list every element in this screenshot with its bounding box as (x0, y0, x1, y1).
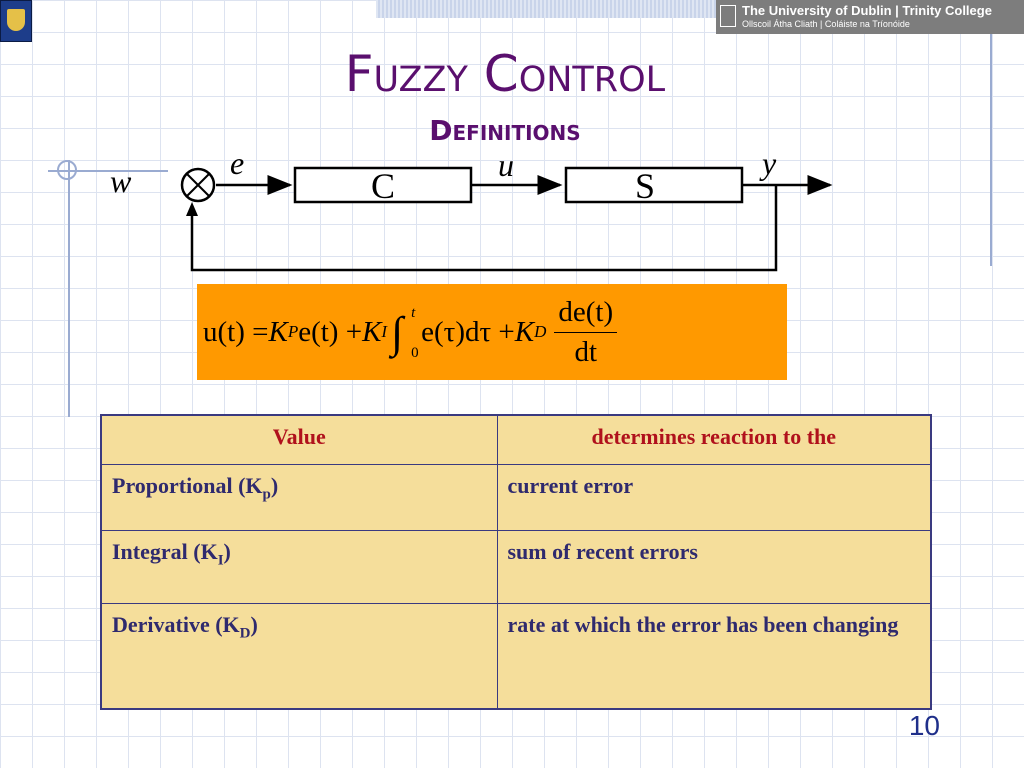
term-derivative: Derivative $(K_D)$ (101, 603, 497, 709)
feedback-loop-diagram (100, 140, 840, 275)
kp-symbol: K (268, 315, 288, 348)
table-header-row (101, 415, 931, 464)
pid-formula (203, 284, 617, 380)
header-decoration-strip (376, 0, 716, 18)
formula-term2: e(τ)dτ + (421, 315, 515, 348)
ki-subscript: I (381, 322, 388, 341)
kp-subscript: P (287, 322, 299, 341)
derivative-fraction (554, 296, 617, 369)
term-proportional: Proportional $(K_p)$ (101, 464, 497, 530)
trinity-logo-icon (720, 5, 736, 27)
page-number: 10 (908, 710, 940, 741)
table-row (101, 530, 931, 603)
signal-w-label: w (110, 163, 132, 199)
pid-formula-box (197, 284, 787, 380)
signal-u-label: u (498, 147, 514, 183)
integral-upper-limit: t (411, 304, 416, 321)
reaction-integral: sum of recent errors (497, 530, 931, 603)
signal-e-label: e (230, 145, 245, 181)
university-name: The University of Dublin | Trinity College (742, 3, 992, 18)
system-label: S (634, 166, 656, 206)
formula-term1: e(t) + (298, 315, 363, 348)
decorative-circle (57, 160, 77, 180)
reaction-derivative: rate at which the error has been changing (497, 603, 931, 709)
controller-label: C (370, 166, 396, 206)
summing-junction (182, 169, 214, 201)
table-row (101, 603, 931, 709)
term-integral: Integral $(K_I)$ (101, 530, 497, 603)
feedback-arrowhead (186, 202, 198, 216)
kd-symbol: K (514, 315, 535, 348)
ki-symbol: K (362, 315, 382, 348)
integral-sign: ∫ t 0 (391, 304, 419, 361)
table-header-reaction: determines reaction to the (497, 415, 931, 464)
reaction-proportional: current error (497, 464, 931, 530)
university-irish-name: Ollscoil Átha Cliath | Coláiste na Tríonóide (742, 19, 910, 29)
formula-lhs: u(t) = (203, 315, 269, 348)
signal-y-label: y (762, 145, 777, 181)
fraction-denominator: dt (574, 335, 598, 368)
kd-subscript: D (534, 322, 547, 341)
slide-subtitle: Definitions (429, 114, 581, 147)
university-banner (716, 0, 1024, 34)
table-row (101, 464, 931, 530)
pid-definitions-table (100, 414, 932, 710)
integral-lower-limit: 0 (411, 344, 419, 361)
slide-title: Fuzzy Control (344, 45, 666, 103)
fraction-numerator: de(t) (554, 296, 617, 333)
decorative-vertical-line (68, 160, 70, 417)
table-header-value: Value (101, 415, 497, 464)
university-crest-logo (0, 0, 32, 42)
